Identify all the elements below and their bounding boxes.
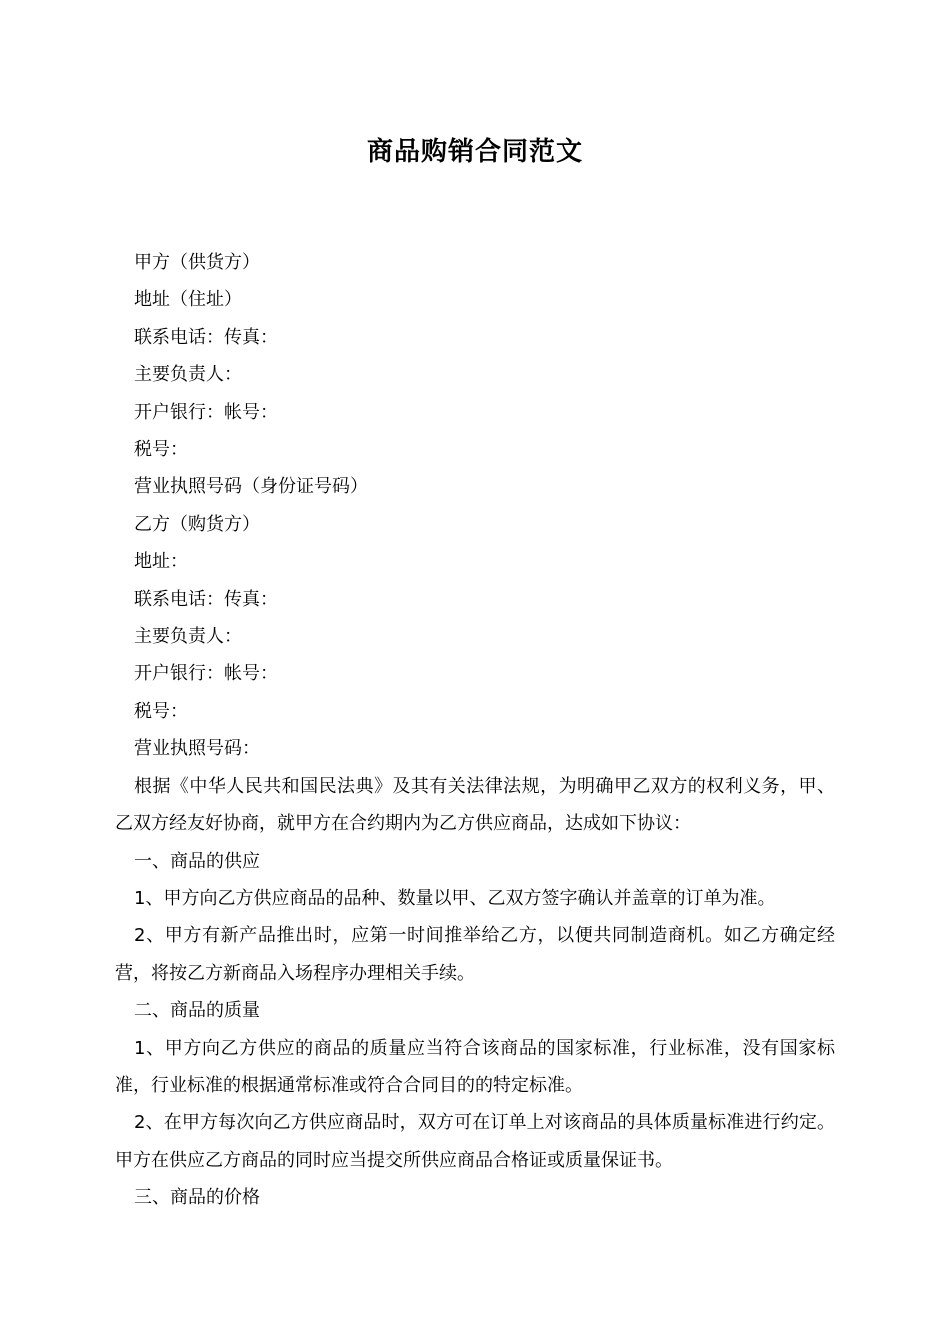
party-a-bank-account: 开户银行：帐号： <box>134 401 278 423</box>
party-b-heading: 乙方（购货方） <box>134 513 260 535</box>
party-a-phone-fax: 联系电话：传真： <box>134 326 278 348</box>
party-b-principal: 主要负责人： <box>134 626 242 648</box>
party-b-phone-fax: 联系电话：传真： <box>134 588 278 610</box>
quality-clause-2: 2、在甲方每次向乙方供应商品时，双方可在订单上对该商品的具体质量标准进行约定。甲方在供应乙方商品的同时应当提交所供应商品合格证或质量保证书。 <box>115 1112 835 1171</box>
party-b-address: 地址： <box>134 551 188 573</box>
party-b-tax-number: 税号： <box>134 700 188 722</box>
party-b-license-number: 营业执照号码： <box>134 738 260 760</box>
preamble-paragraph: 根据《中华人民共和国民法典》及其有关法律法规，为明确甲乙双方的权利义务，甲、乙双方经友好协商，就甲方在合约期内为乙方供应商品，达成如下协议： <box>115 775 835 835</box>
party-b-bank-account: 开户银行：帐号： <box>134 663 278 685</box>
section-heading-supply: 一、商品的供应 <box>134 850 260 872</box>
supply-clause-1: 1、甲方向乙方供应商品的品种、数量以甲、乙双方签字确认并盖章的订单为准。 <box>134 887 776 909</box>
section-heading-quality: 二、商品的质量 <box>134 1000 260 1022</box>
supply-clause-2: 2、甲方有新产品推出时，应第一时间推举给乙方，以便共同制造商机。如乙方确定经营，将按乙方新商品入场程序办理相关手续。 <box>115 925 835 984</box>
document-body <box>115 244 835 1217</box>
section-heading-price: 三、商品的价格 <box>134 1187 260 1209</box>
party-a-tax-number: 税号： <box>134 439 188 461</box>
quality-clause-1: 1、甲方向乙方供应的商品的质量应当符合该商品的国家标准，行业标准，没有国家标准，行业标准的根据通常标准或符合合同目的的特定标准。 <box>115 1037 835 1096</box>
party-a-address: 地址（住址） <box>134 289 242 311</box>
party-a-license-number: 营业执照号码（身份证号码） <box>134 476 368 498</box>
party-a-principal: 主要负责人： <box>134 364 242 386</box>
document-title: 商品购销合同范文 <box>366 137 583 167</box>
party-a-heading: 甲方（供货方） <box>134 252 260 273</box>
